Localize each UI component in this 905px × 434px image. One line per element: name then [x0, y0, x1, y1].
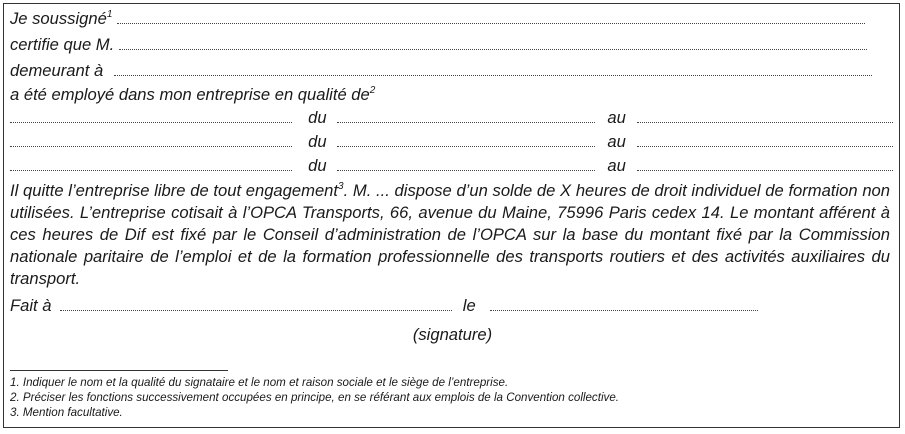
- position-line: [10, 85, 375, 105]
- footnote-3: 3. Mention facultative.: [10, 406, 123, 419]
- position-field-3[interactable]: [10, 158, 292, 171]
- position-field-1[interactable]: [10, 110, 292, 123]
- from-label-3: du: [308, 156, 327, 175]
- period-row-3: [10, 156, 893, 176]
- to-label-1: au: [607, 108, 626, 127]
- period-row-2: [10, 132, 893, 152]
- to-date-field-3[interactable]: [637, 158, 893, 171]
- to-date-field-1[interactable]: [637, 110, 893, 123]
- employee-field[interactable]: [119, 37, 867, 50]
- date-label: le: [462, 296, 476, 315]
- declaration-text-1: Il quitte l’entreprise libre de tout engagement: [10, 181, 339, 200]
- footnote-ref-2: 2: [369, 85, 376, 96]
- from-date-field-3[interactable]: [337, 158, 595, 171]
- address-field[interactable]: [114, 63, 872, 76]
- footnote-ref-3: 3: [338, 181, 344, 192]
- footnote-1: 1. Indiquer le nom et la qualité du signataire et le nom et raison sociale et le siège de l’entreprise.: [10, 376, 509, 389]
- address-label: demeurant à: [10, 61, 104, 80]
- address-line: [10, 61, 872, 81]
- place-field[interactable]: [60, 298, 452, 311]
- signatory-line: [10, 9, 865, 29]
- from-label-2: du: [308, 132, 327, 151]
- from-date-field-1[interactable]: [337, 110, 595, 123]
- signatory-label: Je soussigné: [10, 9, 107, 28]
- to-date-field-2[interactable]: [637, 134, 893, 147]
- position-field-2[interactable]: [10, 134, 292, 147]
- footnote-divider: [10, 370, 228, 371]
- period-row-1: [10, 108, 893, 128]
- signatory-field[interactable]: [117, 11, 865, 24]
- position-label: a été employé dans mon entreprise en qualité de: [10, 85, 370, 104]
- from-date-field-2[interactable]: [337, 134, 595, 147]
- place-date-line: [10, 296, 758, 316]
- employee-label: certifie que M.: [10, 35, 115, 54]
- from-label-1: du: [308, 108, 327, 127]
- date-field[interactable]: [490, 298, 758, 311]
- to-label-2: au: [607, 132, 626, 151]
- footnote-2: 2. Préciser les fonctions successivement occupées en principe, en se référant aux emplois de la Convention collective.: [10, 391, 619, 404]
- to-label-3: au: [607, 156, 626, 175]
- employee-line: [10, 35, 867, 55]
- declaration-text-2: . M. ... dispose d’un solde de X heures de droit individuel de formation non utilisées. L’entreprise cotisait à l’OPCA Transports, 66, avenue du Maine, 75996 Paris cedex 14. Le montant afférent à ces heures de Dif est fixé par le Conseil d’administration de l’OPCA sur la base du montant fixé par la Commission nationale paritaire de l’emploi et de la formation professionnelle des transports routiers et des activités auxiliaires du transport.: [10, 181, 891, 288]
- footnote-ref-1: 1: [106, 9, 113, 20]
- place-label: Fait à: [10, 296, 52, 315]
- declaration-paragraph: [10, 180, 890, 290]
- signature-label: (signature): [412, 325, 493, 344]
